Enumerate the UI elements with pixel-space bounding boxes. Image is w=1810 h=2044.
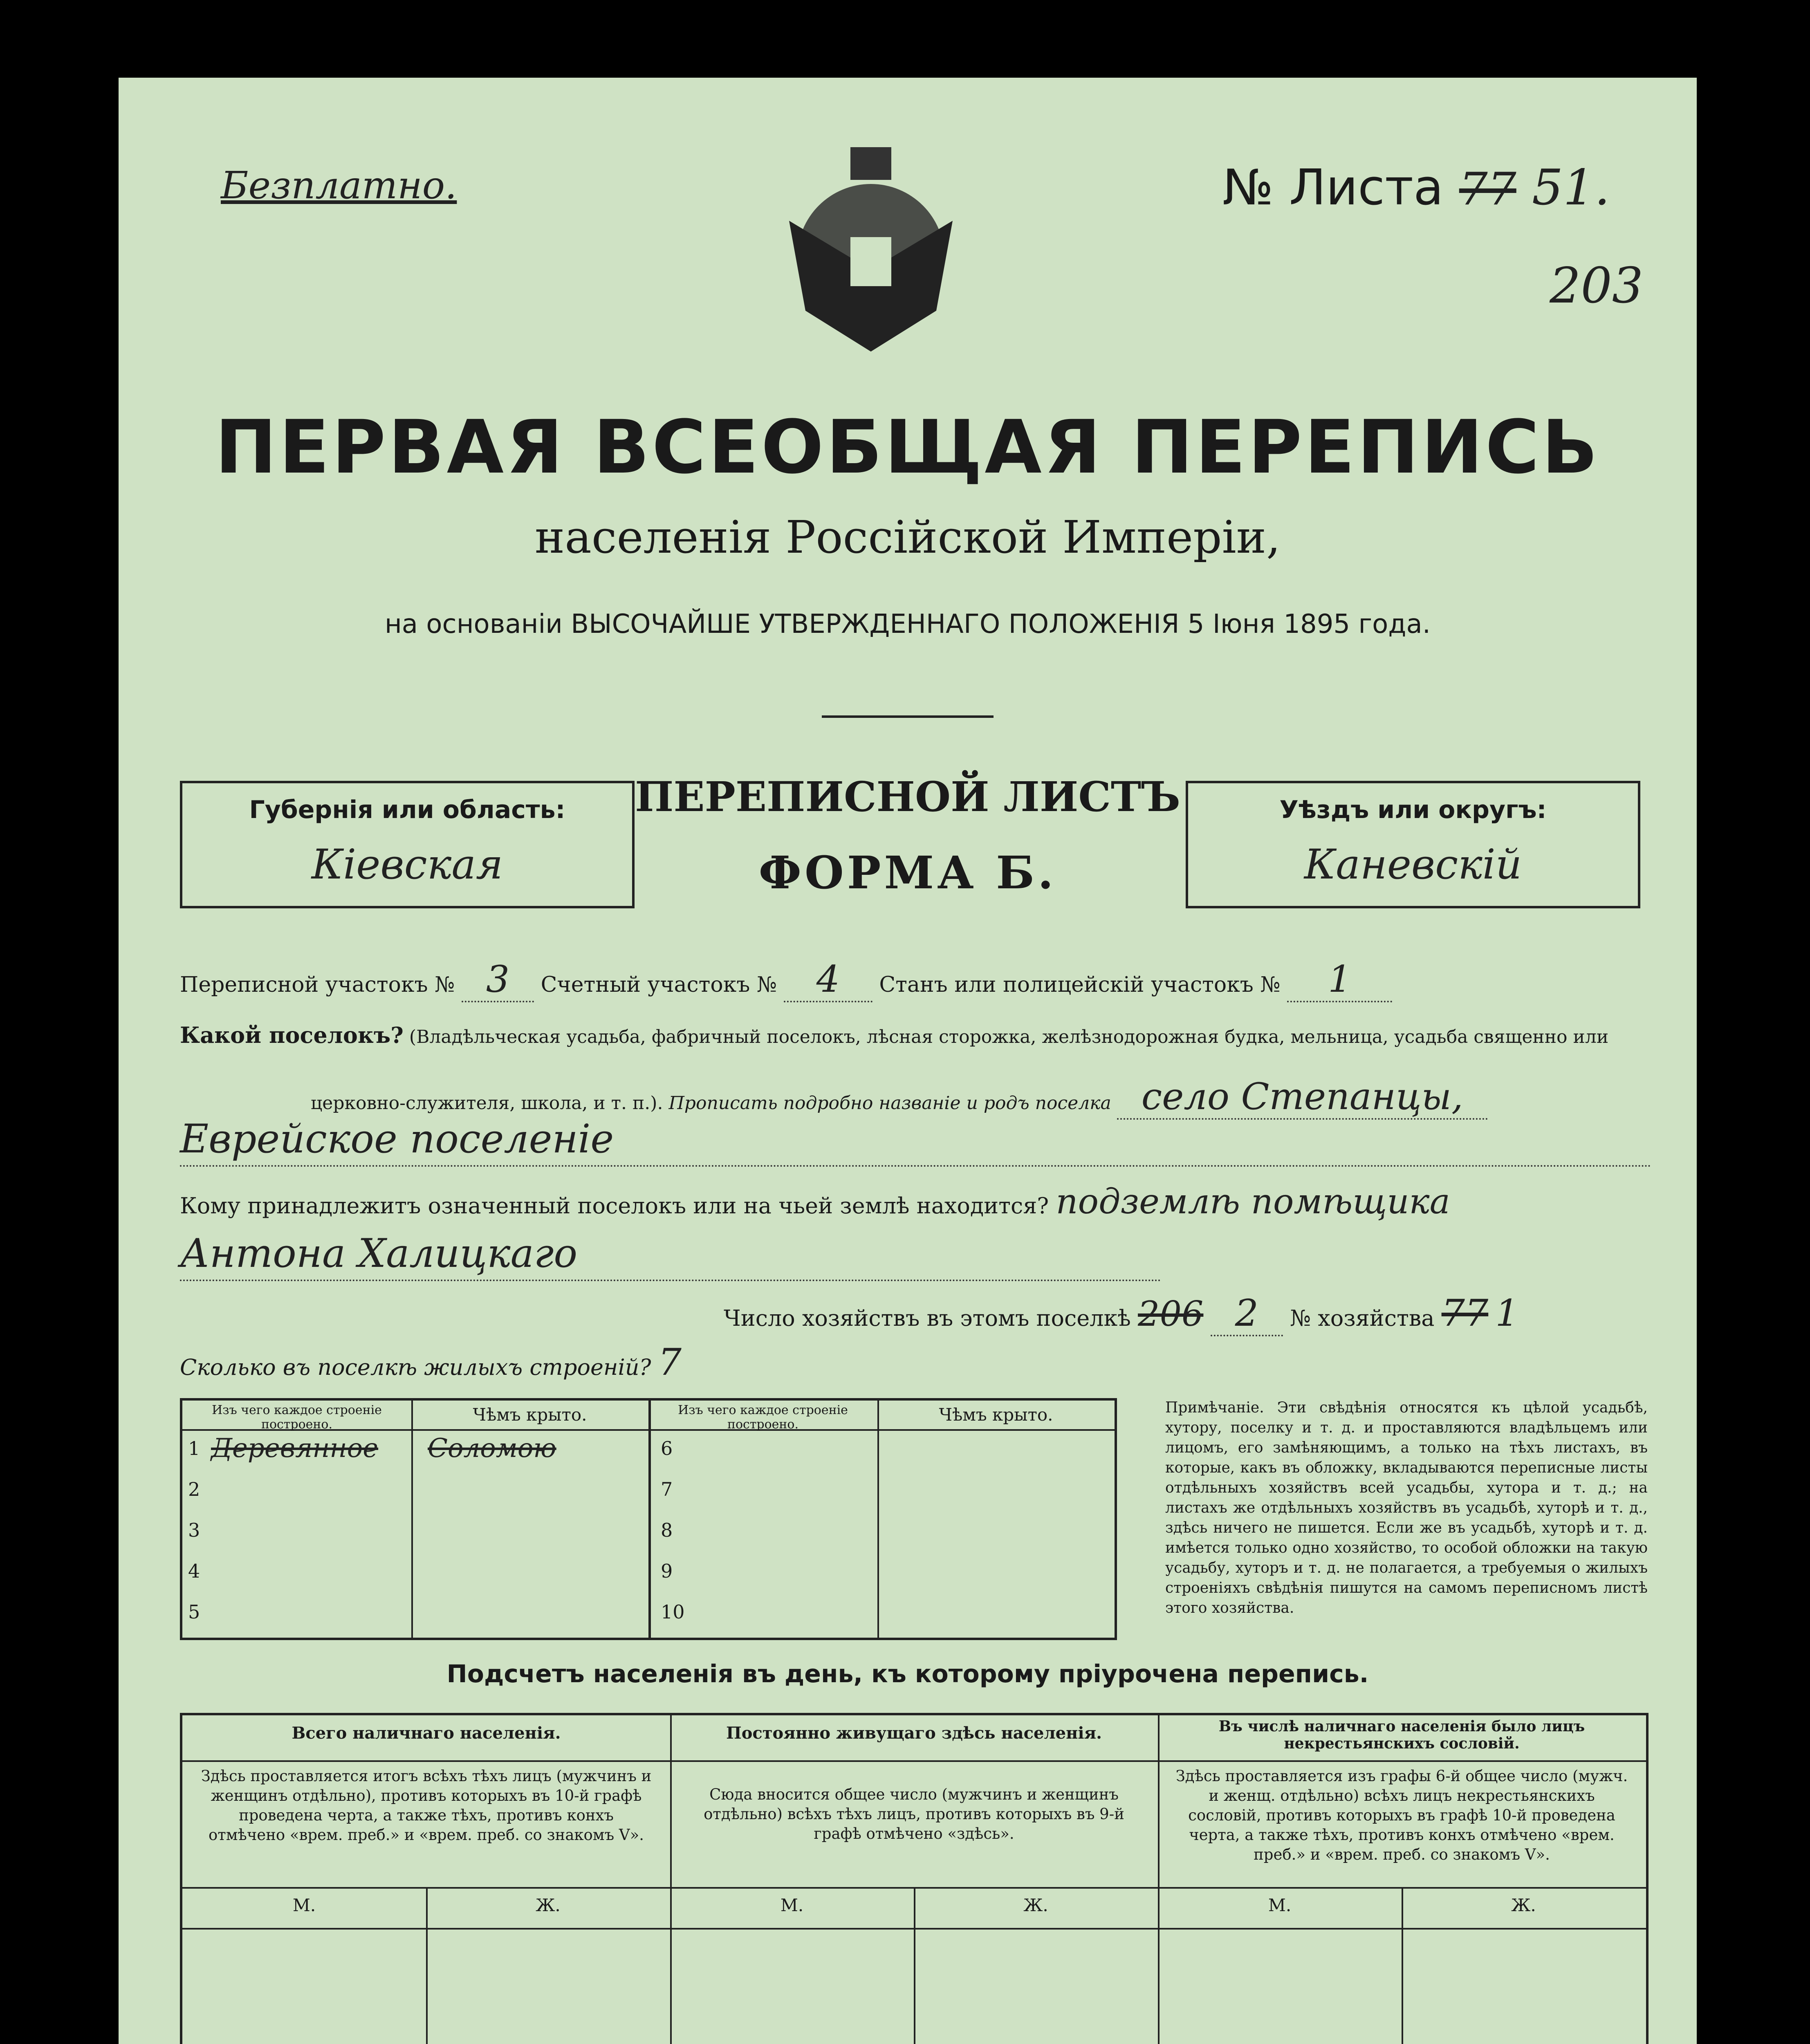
- row-number: 7: [661, 1478, 673, 1500]
- corner-number: 203: [1550, 258, 1644, 314]
- note-text: Примѣчаніе. Эти свѣдѣнія относятся къ цѣлой усадьбѣ, хутору, поселку и т. д. и проставляются владѣльцемъ или лицомъ, его замѣняющимъ, а только на тѣхъ листахъ, въ которые, какъ въ обложку, вкладываются переписные листы отдѣльныхъ хозяйствъ всей усадьбы, хутора и т. д.; на листахъ же отдѣльныхъ хозяйствъ въ усадьбѣ, хуторѣ и т. д., здѣсь ничего не пишется. Если же въ усадьбѣ, хуторѣ и т. д. имѣется только одно хозяйство, то особой обложки на такую усадьбу, хуторъ и т. д. не полагается, а требуемыя о жилыхъ строеніяхъ свѣдѣнія пишутся на самомъ переписномъ листѣ этого хозяйства.: [1165, 1399, 1648, 1616]
- poselok-row: [180, 1022, 1652, 1048]
- uezd-label: Уѣздъ или округъ:: [1279, 796, 1547, 824]
- count-col3-title: Въ числѣ наличнаго населенія было лицъ некрестьянскихъ сословій.: [1218, 1718, 1585, 1752]
- table-row: [648, 1593, 1115, 1634]
- poselok-value2: Еврейское поселеніе: [180, 1116, 1652, 1167]
- col-roof-left: Чѣмъ крыто.: [473, 1405, 587, 1425]
- zh-label: Ж.: [1023, 1895, 1048, 1915]
- count-col2-title: Постоянно живущаго здѣсь населенія.: [726, 1724, 1102, 1743]
- m-label: М.: [780, 1895, 804, 1915]
- poselok-hint2: церковно-служителя, школа, и т. п.).: [311, 1093, 663, 1114]
- divider: [822, 715, 994, 718]
- col-material-left: Изъ чего каждое строеніе построено.: [212, 1403, 382, 1432]
- households-old: 206: [1138, 1294, 1204, 1334]
- gubernia-label: Губернія или область:: [249, 796, 565, 824]
- col-roof-right: Чѣмъ крыто.: [939, 1405, 1053, 1425]
- perepis-uchastok-value: 3: [462, 958, 534, 1002]
- zh-label: Ж.: [536, 1895, 561, 1915]
- sheet-label: № Листа: [1222, 159, 1444, 216]
- sheet-old: 77: [1459, 163, 1516, 215]
- table-row: [182, 1593, 648, 1634]
- form-type: ФОРМА Б.: [758, 846, 1057, 899]
- uchastok-row: [180, 957, 1652, 1003]
- table-row: [182, 1511, 648, 1552]
- row-number: 2: [188, 1478, 200, 1500]
- stan-value: 1: [1287, 958, 1392, 1002]
- households-value: 2: [1211, 1292, 1283, 1336]
- sheet-number: 51.: [1532, 159, 1610, 216]
- count-table: [180, 1713, 1649, 2044]
- household-no-old: 77: [1441, 1292, 1489, 1335]
- form-name: ПЕРЕПИСНОЙ ЛИСТЪ: [635, 773, 1181, 821]
- table-row: [182, 1552, 648, 1593]
- poselok-hint3: Прописать подробно названіе и родъ поселка: [668, 1093, 1111, 1114]
- households-label: Число хозяйствъ въ этомъ поселкѣ: [724, 1305, 1131, 1331]
- perepis-uchastok-label: Переписной участокъ №: [180, 973, 455, 997]
- gubernia-box: [180, 781, 635, 908]
- count-col1-title: Всего наличнаго населенія.: [292, 1724, 561, 1743]
- census-sheet: [119, 78, 1697, 2044]
- owner-value2: Антона Халицкаго: [180, 1230, 1161, 1281]
- schetny-value: 4: [784, 958, 872, 1002]
- poselok-hint1: (Владѣльческая усадьба, фабричный поселокъ, лѣсная сторожка, желѣзнодорожная будка, мельница, усадьба священно или: [409, 1026, 1609, 1047]
- m-label: М.: [1268, 1895, 1292, 1915]
- table-row: [648, 1552, 1115, 1593]
- zh-label: Ж.: [1511, 1895, 1536, 1915]
- poselok-value1: село Степанцы,: [1117, 1075, 1488, 1120]
- col-material-right: Изъ чего каждое строеніе построено.: [678, 1403, 848, 1432]
- owner-row: [180, 1181, 1652, 1221]
- gubernia-value: Кіевская: [311, 840, 503, 888]
- households-row: [724, 1292, 1652, 1335]
- m-label: М.: [292, 1895, 316, 1915]
- sheet-number-label: [1222, 159, 1610, 216]
- buildings-table: [180, 1398, 1117, 1640]
- row-number: 10: [661, 1601, 685, 1623]
- free-label: Безплатно.: [221, 164, 457, 207]
- row-number: 4: [188, 1560, 200, 1582]
- household-no-value: 1: [1495, 1292, 1519, 1335]
- buildings-value: 7: [658, 1341, 682, 1384]
- uezd-value: Каневскій: [1304, 840, 1522, 888]
- basis-line: на основаніи ВЫСОЧАЙШЕ УТВЕРЖДЕННАГО ПОЛОЖЕНІЯ 5 Іюня 1895 года.: [384, 609, 1431, 639]
- count-col2-text: Сюда вносится общее число (мужчинъ и женщинъ отдѣльно) всѣхъ тѣхъ лицъ, противъ которыхъ въ 9-й графѣ отмѣчено «здѣсь».: [704, 1786, 1124, 1843]
- buildings-label: Сколько въ поселкѣ жилыхъ строеній?: [180, 1354, 651, 1380]
- count-col3-text: Здѣсь проставляется изъ графы 6-й общее число (мужч. и женщ. отдѣльно) всѣхъ лицъ некрестьянскихъ сословій, противъ которыхъ въ графѣ 10-й проведена черта, а также тѣхъ, противъ конхъ отмѣчено «врем. преб.» и «врем. преб. со знакомъ V».: [1175, 1767, 1628, 1864]
- table-row: [648, 1511, 1115, 1552]
- subtitle: населенія Россійской Имперіи,: [534, 511, 1281, 563]
- count-heading: Подсчетъ населенія въ день, къ которому пріурочена перепись.: [446, 1660, 1369, 1688]
- household-no-label: № хозяйства: [1290, 1305, 1435, 1331]
- main-title: ПЕРВАЯ ВСЕОБЩАЯ ПЕРЕПИСЬ: [215, 405, 1601, 490]
- uezd-box: [1186, 781, 1640, 908]
- poselok-row2: [311, 1075, 1652, 1118]
- rows-left: [182, 1429, 648, 1634]
- row-number: 8: [661, 1519, 673, 1541]
- buildings-row: [180, 1341, 752, 1384]
- row-number: 3: [188, 1519, 200, 1541]
- table-row: [648, 1470, 1115, 1511]
- stan-label: Станъ или полицейскій участокъ №: [879, 973, 1281, 997]
- row-number: 1: [188, 1437, 200, 1459]
- row-number: 6: [661, 1437, 673, 1459]
- row-number: 5: [188, 1601, 200, 1623]
- table-row: [648, 1429, 1115, 1470]
- row-material: Деревянное: [211, 1433, 379, 1464]
- count-col1-text: Здѣсь проставляется итогъ всѣхъ тѣхъ лицъ (мужчинъ и женщинъ отдѣльно), противъ которыхъ въ 10-й графѣ проведена черта, а также тѣхъ, противъ конхъ отмѣчено «врем. преб.» и «врем. преб. со знакомъ V».: [201, 1767, 652, 1844]
- poselok-question: Какой поселокъ?: [180, 1022, 404, 1048]
- table-row: [182, 1429, 648, 1470]
- row-roof: Соломою: [428, 1433, 556, 1464]
- schetny-label: Счетный участокъ №: [541, 973, 777, 997]
- owner-question: Кому принадлежитъ означенный поселокъ или на чьей землѣ находится?: [180, 1193, 1049, 1219]
- owner-value1: подземлѣ помѣщика: [1056, 1181, 1450, 1221]
- rows-right: [648, 1429, 1115, 1634]
- double-headed-eagle-emblem: [756, 139, 985, 368]
- row-number: 9: [661, 1560, 673, 1582]
- table-row: [182, 1470, 648, 1511]
